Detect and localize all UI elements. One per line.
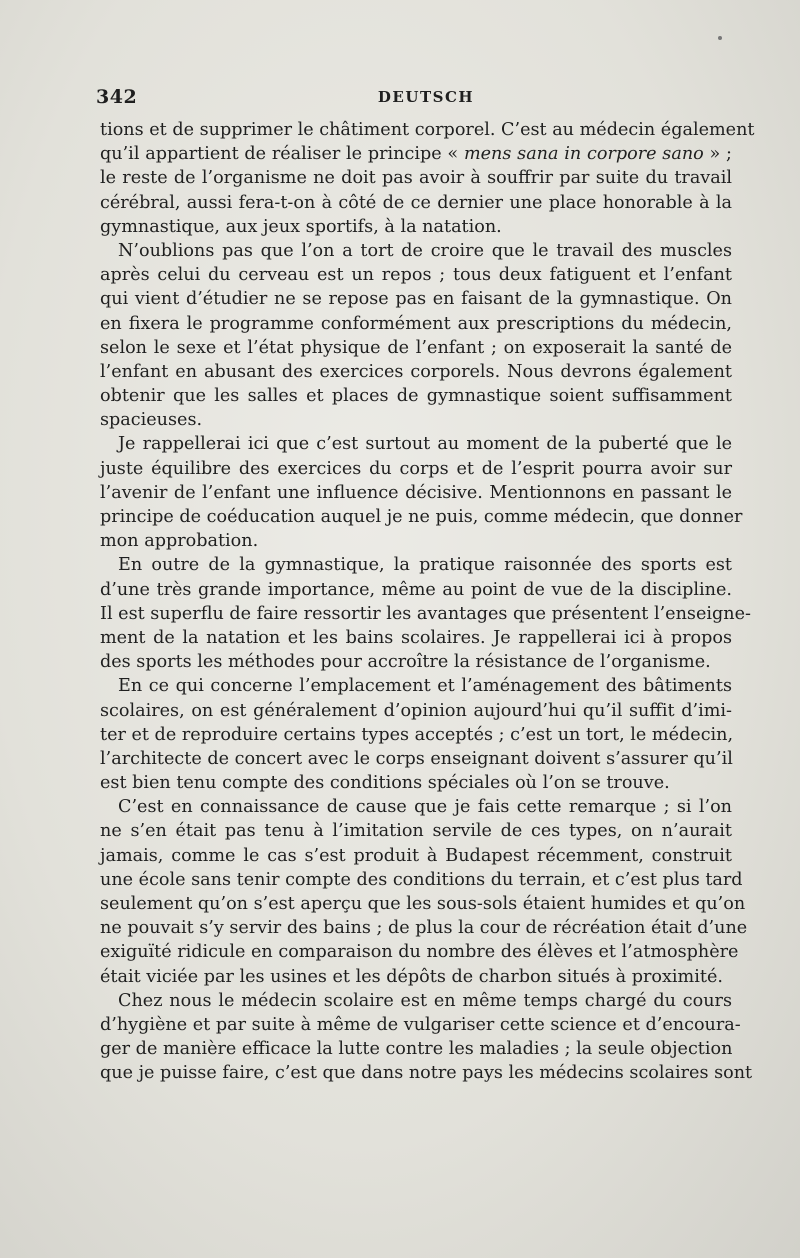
text-line: mon approbation. — [100, 531, 259, 552]
text-line: Je rappellerai ici que c’est surtout au moment de la puberté que le — [118, 434, 732, 455]
text-line: ment de la natation et les bains scolaires. Je rappellerai ici à propos — [100, 627, 732, 648]
text-line: le reste de l’organisme ne doit pas avoir à souffrir par suite du travail — [100, 168, 732, 189]
paragraph — [100, 432, 743, 553]
latin-phrase: mens sana in corpore sano — [463, 144, 704, 165]
text-line: selon le sexe et l’état physique de l’enfant ; on exposerait la santé de — [100, 337, 732, 358]
paragraph — [100, 118, 755, 239]
text-line: obtenir que les salles et places de gymnastique soient suffisamment — [100, 386, 732, 407]
paragraph — [100, 674, 732, 795]
text-line: ger de manière efficace la lutte contre les maladies ; la seule objection — [100, 1039, 733, 1060]
text-line: après celui du cerveau est un repos ; tous deux fatiguent et l’enfant — [100, 265, 732, 286]
body-text — [100, 118, 755, 1086]
text-line: est bien tenu compte des conditions spéciales où l’on se trouve. — [100, 773, 670, 794]
text-line: d’hygiène et par suite à même de vulgariser cette science et d’encoura- — [100, 1014, 741, 1035]
text-line: jamais, comme le cas s’est produit à Budapest récemment, construit — [100, 845, 732, 866]
text-line: que je puisse faire, c’est que dans notre pays les médecins scolaires sont — [100, 1063, 753, 1084]
paragraph — [100, 795, 748, 989]
text-line: En ce qui concerne l’emplacement et l’aménagement des bâtiments — [118, 676, 732, 697]
text-line: spacieuses. — [100, 410, 203, 431]
paragraph — [100, 553, 751, 674]
text-line: l’avenir de l’enfant une influence décisive. Mentionnons en passant le — [100, 482, 732, 503]
print-speck — [718, 36, 722, 40]
text-line: l’architecte de concert avec le corps enseignant doivent s’assurer qu’il — [100, 748, 733, 769]
text-line: qui vient d’étudier ne se repose pas en faisant de la gymnastique. On — [100, 289, 732, 310]
text-line: Chez nous le médecin scolaire est en même temps chargé du cours — [118, 990, 732, 1011]
text-line: scolaires, on est généralement d’opinion aujourd’hui qu’il suffit d’imi- — [100, 700, 732, 721]
text-line: ter et de reproduire certains types acceptés ; c’est un tort, le médecin, — [100, 724, 734, 745]
text-line: une école sans tenir compte des conditions du terrain, et c’est plus tard — [100, 869, 743, 890]
text-line: N’oublions pas que l’on a tort de croire que le travail des muscles — [118, 240, 732, 261]
page-number: 342 — [96, 86, 138, 108]
text-line: juste équilibre des exercices du corps et de l’esprit pourra avoir sur — [100, 458, 732, 479]
text-line: qu’il appartient de réaliser le principe « mens sana in corpore sano » ; — [100, 144, 732, 165]
page-header — [96, 86, 736, 110]
text-line: tions et de supprimer le châtiment corporel. C’est au médecin également — [100, 120, 755, 140]
text-line: cérébral, aussi fera-t-on à côté de ce dernier une place honorable à la — [100, 192, 732, 213]
text-line: l’enfant en abusant des exercices corporels. Nous devrons également — [100, 361, 732, 382]
running-title: DEUTSCH — [377, 88, 475, 106]
text-line: était viciée par les usines et les dépôts de charbon situés à proximité. — [100, 966, 723, 987]
text-line: principe de coéducation auquel je ne puis, comme médecin, que donner — [100, 507, 743, 527]
text-line: gymnastique, aux jeux sportifs, à la natation. — [100, 216, 502, 237]
text-line: ne s’en était pas tenu à l’imitation servile de ces types, on n’aurait — [100, 821, 732, 842]
paragraph — [100, 239, 732, 433]
text-line: C’est en connaissance de cause que je fais cette remarque ; si l’on — [118, 797, 732, 818]
text-line: En outre de la gymnastique, la pratique raisonnée des sports est — [118, 555, 732, 576]
text-line: Il est superflu de faire ressortir les avantages que présentent l’enseigne- — [100, 603, 751, 624]
text-line: d’une très grande importance, même au point de vue de la discipline. — [100, 579, 732, 600]
paragraph — [100, 989, 753, 1086]
text-line: en fixera le programme conformément aux prescriptions du médecin, — [100, 313, 732, 334]
text-line: ne pouvait s’y servir des bains ; de plus la cour de récréation était d’une — [100, 918, 748, 939]
text-line: exiguïté ridicule en comparaison du nombre des élèves et l’atmosphère — [100, 942, 739, 963]
text-line: seulement qu’on s’est aperçu que les sous-sols étaient humides et qu’on — [100, 894, 746, 914]
text-line: des sports les méthodes pour accroître la résistance de l’organisme. — [100, 652, 711, 673]
